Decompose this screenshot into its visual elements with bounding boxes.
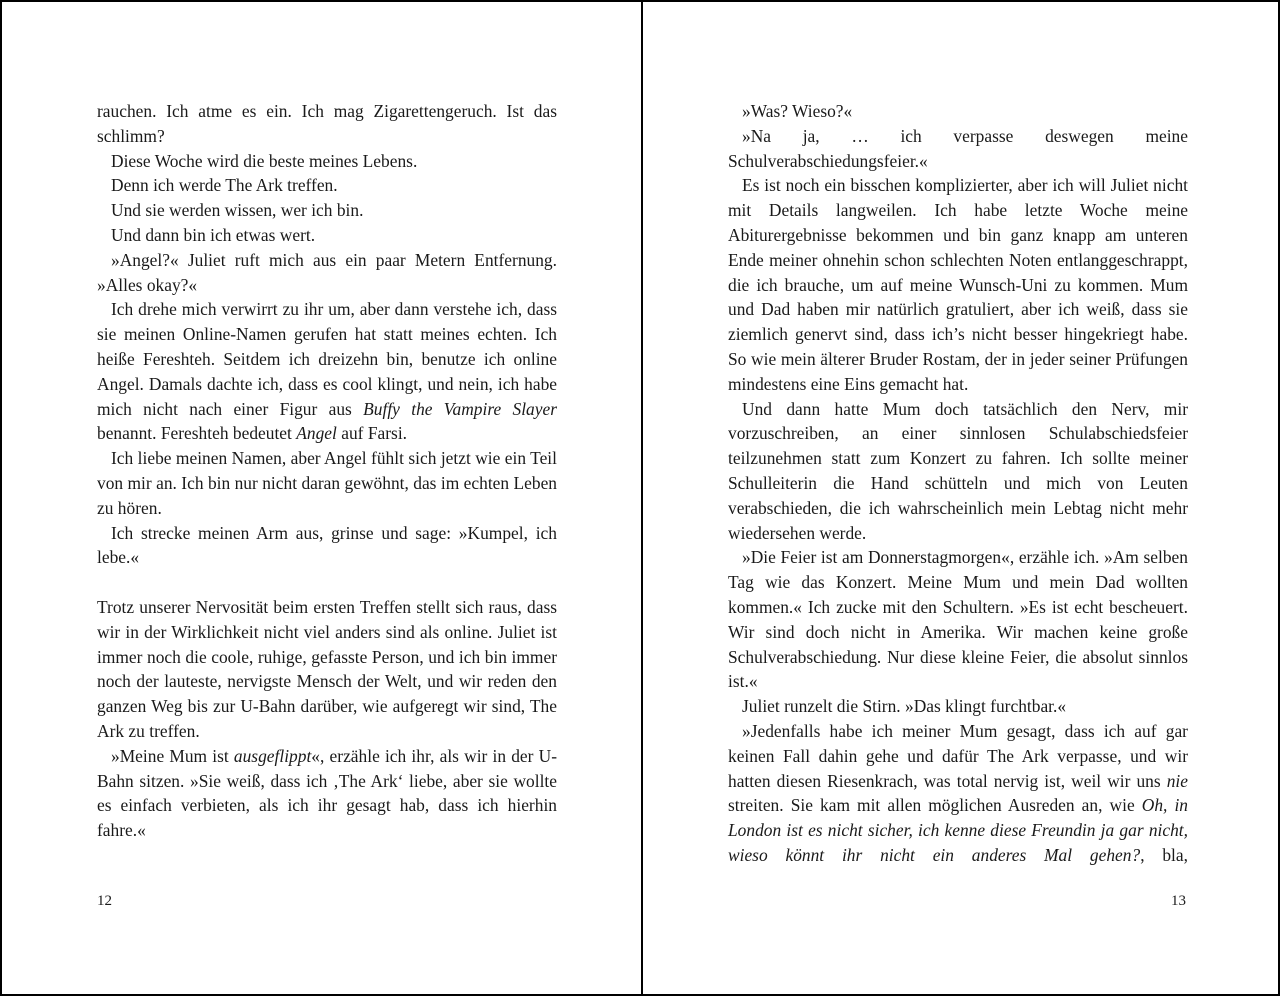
text-run: Ich drehe mich verwirrt zu ihr um, aber dann verstehe ich, dass sie meinen Online-Namen gerufen hat statt meines echten. Ich heiße Fereshteh. Seitdem ich dreizehn bin, benutze ich online Angel. Damals dachte ich, dass es cool klingt, und nein, ich habe mich nicht nach einer Figur aus <box>97 299 557 419</box>
text-run: Trotz unserer Nervosität beim ersten Treffen stellt sich raus, dass wir in der Wirklichkeit nicht viel anders sind als online. Juliet ist immer noch die coole, ruhige, gefasste Person, und ich bin immer noch der lauteste, nervigste Mensch der Welt, und wir reden den ganzen Weg bis zur U-Bahn darüber, wie aufgeregt wir sind, The Ark zu treffen. <box>97 596 557 741</box>
text-run: »Na ja, … ich verpasse deswegen meine Schulverabschiedungsfeier.« <box>728 125 1188 171</box>
right-page <box>643 2 1280 994</box>
text-run: Und dann hatte Mum doch tatsächlich den Nerv, mir vorzuschreiben, an einer sinnlosen Schulabschiedsfeier teilzunehmen statt zum Konzert zu fahren. Ich sollte meiner Schulleiterin die Hand schütteln und mich von Leuten verabschieden, die ich wahrscheinlich mein Lebtag nicht mehr wiedersehen werde. <box>728 398 1188 543</box>
paragraph <box>97 297 557 446</box>
text-run: Und sie werden wissen, wer ich bin. <box>111 200 364 221</box>
text-run: »Was? Wieso?« <box>742 101 853 121</box>
italic-run: Buffy the Vampire Slayer <box>363 398 557 419</box>
paragraph <box>728 124 1188 174</box>
text-run: »Angel?« Juliet ruft mich aus ein paar Metern Entfernung. »Alles okay?« <box>97 249 557 295</box>
paragraph <box>97 248 557 298</box>
paragraph <box>728 545 1188 694</box>
paragraph <box>97 223 557 248</box>
text-run: »Meine Mum ist <box>111 745 234 766</box>
paragraph <box>97 744 557 843</box>
right-page-text <box>728 99 1188 868</box>
italic-run: nie <box>1166 770 1188 791</box>
paragraph <box>728 719 1188 868</box>
paragraph <box>97 595 557 744</box>
paragraph <box>728 694 1188 719</box>
paragraph <box>97 149 557 174</box>
text-run: Ich liebe meinen Namen, aber Angel fühlt sich jetzt wie ein Teil von mir an. Ich bin nur nicht daran gewöhnt, das im echten Leben zu hören. <box>97 448 557 518</box>
italic-run: Angel <box>296 423 337 444</box>
italic-run: ausgeflippt <box>233 745 312 766</box>
text-run: rauchen. Ich atme es ein. Ich mag Zigarettengeruch. Ist das schlimm? <box>97 101 557 146</box>
text-run: Es ist noch ein bisschen komplizierter, aber ich will Juliet nicht mit Details langweilen. Ich habe letzte Woche meine Abiturergebnisse bekommen und bin ganz knapp am unteren Ende meiner ohnehin schon schlechten Noten entlanggeschrappt, die ich brauche, um auf meine Wunsch-Uni zu kommen. Mum und Dad haben mir natürlich gratuliert, aber ich weiß, dass sie ziemlich genervt sind, dass ich’s nicht besser hingekriegt habe. So wie mein älterer Bruder Rostam, der in jeder seiner Prüfungen mindestens eine Eins gemacht hat. <box>728 175 1188 394</box>
text-run: »Die Feier ist am Donnerstagmorgen«, erzähle ich. »Am selben Tag wie das Konzert. Meine Mum und mein Dad wollten kommen.« Ich zucke mit den Schultern. »Es ist echt bescheuert. Wir sind doch nicht in Amerika. Wir machen keine große Schulverabschiedung. Nur diese kleine Feier, die absolut sinnlos ist.« <box>728 547 1188 692</box>
text-run: »Jedenfalls habe ich meiner Mum gesagt, dass ich auf gar keinen Fall dahin gehe und dafür The Ark verpasse, und wir hatten diesen Riesenkrach, was total nervig ist, weil wir uns <box>728 720 1188 791</box>
paragraph <box>728 99 1188 124</box>
paragraph <box>728 397 1188 546</box>
paragraph <box>97 446 557 520</box>
paragraph <box>97 173 557 198</box>
text-run: auf Farsi. <box>336 423 408 444</box>
text-run: , bla, <box>1140 844 1188 865</box>
text-run: Juliet runzelt die Stirn. »Das klingt furchtbar.« <box>742 696 1067 717</box>
paragraph <box>97 198 557 223</box>
paragraph <box>97 521 557 571</box>
text-run: Denn ich werde The Ark treffen. <box>111 175 338 196</box>
right-page-number: 13 <box>1171 893 1186 909</box>
text-run: benannt. Fereshteh bedeutet <box>97 423 297 444</box>
text-run: streiten. Sie kam mit allen möglichen Ausreden an, wie <box>728 795 1142 816</box>
left-page-number: 12 <box>97 893 112 909</box>
left-page-text <box>97 99 557 843</box>
text-run: Ich strecke meinen Arm aus, grinse und sage: »Kumpel, ich lebe.« <box>97 522 557 568</box>
paragraph <box>97 99 557 149</box>
left-page <box>2 2 641 994</box>
text-run: Und dann bin ich etwas wert. <box>111 224 316 245</box>
text-run: «, erzähle ich ihr, als wir in der U-Bahn sitzen. »Sie weiß, dass ich ‚The Ark‘ liebe, aber sie wollte es einfach verbieten, als ich ihr gesagt hab, dass ich hierhin fahre.« <box>97 745 558 841</box>
text-run: Diese Woche wird die beste meines Lebens. <box>111 150 418 171</box>
paragraph <box>728 173 1188 396</box>
italic-run: Oh, in London ist es nicht sicher, ich kenne diese Freundin ja gar nicht, wieso könnt ihr nicht ein anderes Mal gehen? <box>728 795 1188 865</box>
